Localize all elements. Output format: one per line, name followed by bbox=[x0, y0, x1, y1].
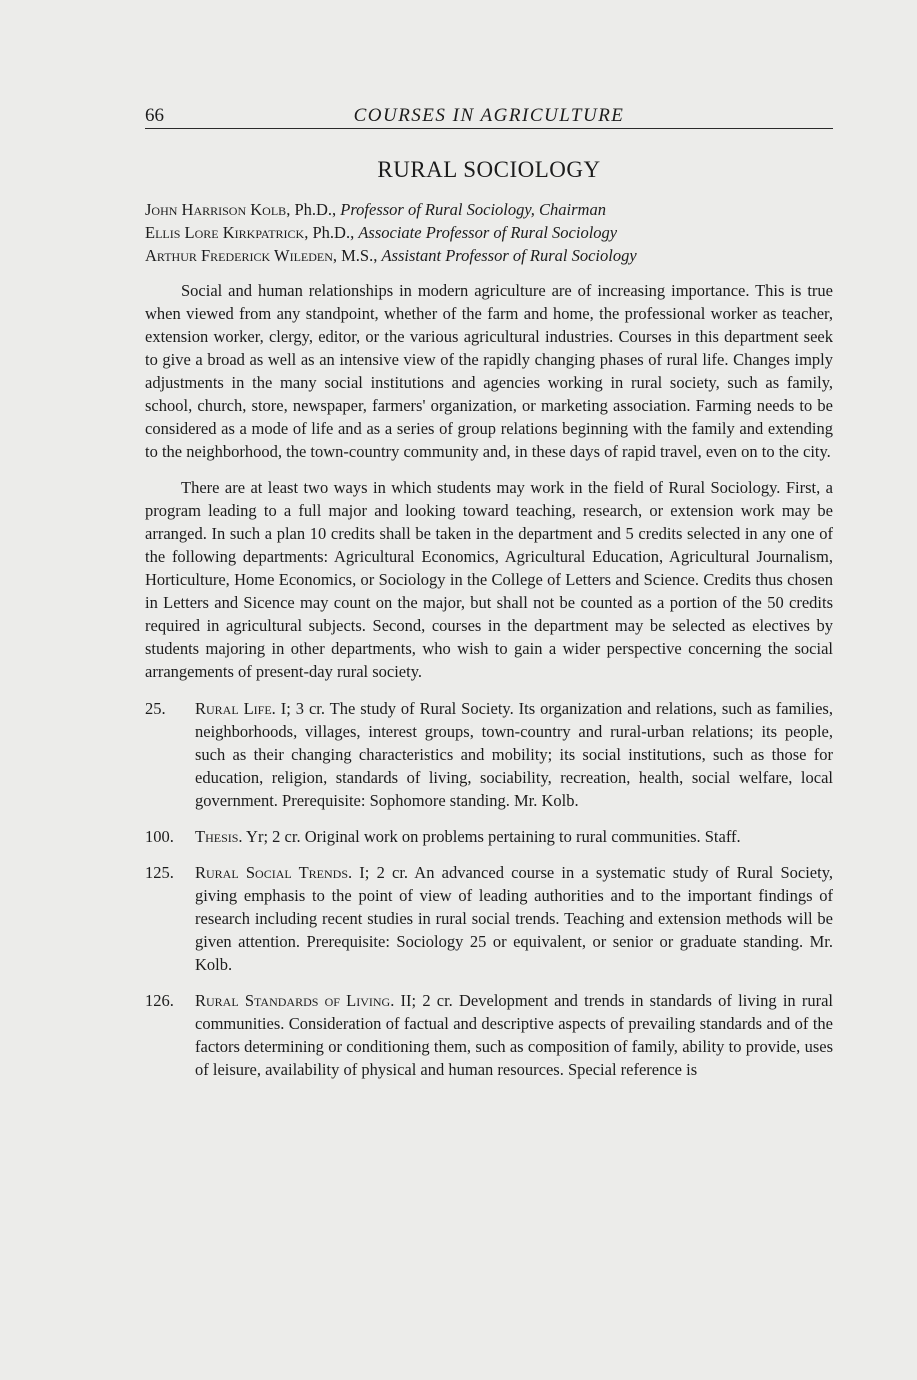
course-entry bbox=[145, 989, 833, 1081]
course-description bbox=[195, 861, 833, 976]
intro-paragraph: Social and human relationships in modern agriculture are of increasing importance. This is true when viewed from any standpoint, whether of the farm and home, the professional worker as teacher, extension worker, clergy, editor, or the various agricultural industries. Courses in this department seek to give a broad as well as an intensive view of the rapidly changing phases of rural life. Changes imply adjustments in the many social institutions and agencies working in rural society, such as family, school, church, store, newspaper, farmers' organization, or marketing association. Farming needs to be considered as a mode of life and as a series of group relations beginning with the family and extending to the neighborhood, the town-country community and, in these days of rapid travel, even on to the city. bbox=[145, 281, 833, 461]
course-details: I; 2 cr. An advanced course in a systematic study of Rural Society, giving emphasis to the point of view of leading authorities and to the important findings of research including recent studies in rural social trends. Teaching and extension methods will be given attention. Prerequisite: Sociology 25 or equivalent, or senior or graduate standing. Mr. Kolb. bbox=[195, 863, 833, 974]
course-details: I; 3 cr. The study of Rural Society. Its organization and relations, such as families, neighborhoods, villages, interest groups, town-country and rural-urban relations; its people, such as their changing characteristics and mobility; its social institutions, such as those for education, religion, standards of living, sociability, recreation, health, social welfare, local government. Prerequisite: Sophomore standing. Mr. Kolb. bbox=[195, 699, 833, 810]
faculty-list bbox=[145, 198, 833, 267]
course-entry bbox=[145, 825, 833, 848]
page-number: 66 bbox=[145, 105, 164, 126]
faculty-entry bbox=[145, 221, 833, 244]
faculty-name: Ellis Lore Kirkpatrick bbox=[145, 223, 305, 242]
course-title: Rural Life. bbox=[195, 699, 276, 718]
body-text bbox=[145, 279, 833, 1094]
running-header bbox=[145, 104, 833, 129]
course-details: II; 2 cr. Development and trends in standards of living in rural communities. Consideration of factual and descriptive aspects of prevailing standards and of the factors determining or conditioning them, such as composition of family, ability to provide, uses of leisure, availability of physical and human resources. Special reference is bbox=[195, 991, 833, 1079]
faculty-entry bbox=[145, 244, 833, 267]
faculty-degree: , Ph.D., bbox=[304, 223, 359, 242]
course-entry bbox=[145, 861, 833, 976]
course-number: 25. bbox=[145, 699, 166, 718]
course-description bbox=[195, 989, 833, 1081]
course-details: Yr; 2 cr. Original work on problems pertaining to rural communities. Staff. bbox=[242, 827, 741, 846]
faculty-title: Associate Professor of Rural Sociology bbox=[358, 223, 618, 242]
course-title: Rural Social Trends. bbox=[195, 863, 353, 882]
course-entry bbox=[145, 697, 833, 812]
faculty-title: Professor of Rural Sociology, Chairman bbox=[340, 200, 606, 219]
faculty-title: Assistant Professor of Rural Sociology bbox=[381, 246, 637, 265]
course-title: Rural Standards of Living. bbox=[195, 991, 395, 1010]
program-paragraph: There are at least two ways in which students may work in the field of Rural Sociology. First, a program leading to a full major and looking toward teaching, research, or extension work may be arranged. In such a plan 10 credits shall be taken in the department and 5 credits selected in any one of the following departments: Agricultural Economics, Agricultural Education, Agricultural Journalism, Horticulture, Home Economics, or Sociology in the College of Letters and Science. Credits thus chosen in Letters and Sicence may count on the major, but shall not be counted as a portion of the 50 credits required in agricultural subjects. Second, courses in the department may be selected as electives by students majoring in other departments, who wish to gain a wider perspective concerning the social arrangements of present-day rural society. bbox=[145, 478, 833, 681]
running-title: COURSES IN AGRICULTURE bbox=[353, 105, 625, 126]
faculty-degree: , M.S., bbox=[332, 246, 382, 265]
course-description bbox=[195, 697, 833, 812]
course-title: Thesis. bbox=[195, 827, 243, 846]
course-number: 100. bbox=[145, 827, 174, 846]
faculty-degree: , Ph.D., bbox=[286, 200, 341, 219]
section-title: RURAL SOCIOLOGY bbox=[377, 157, 601, 182]
faculty-entry bbox=[145, 198, 833, 221]
course-number: 126. bbox=[145, 991, 174, 1010]
faculty-name: Arthur Frederick Wileden bbox=[145, 246, 333, 265]
course-description bbox=[195, 825, 833, 848]
faculty-name: John Harrison Kolb bbox=[145, 200, 287, 219]
course-list bbox=[145, 697, 833, 1081]
course-number: 125. bbox=[145, 863, 174, 882]
